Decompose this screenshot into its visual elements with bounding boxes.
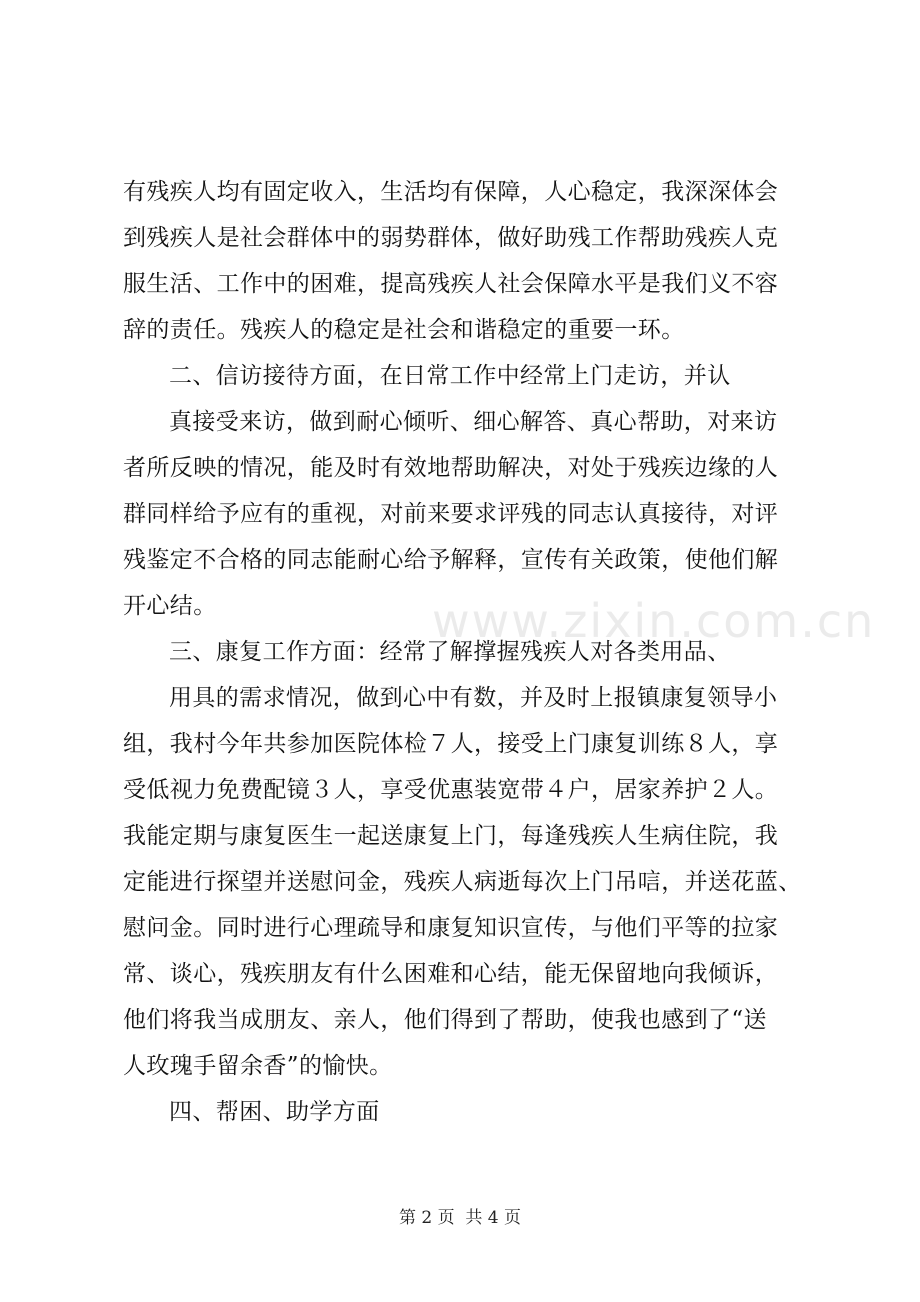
text-line: 服生活、工作中的困难，提高残疾人社会保障水平是我们义不容	[123, 271, 779, 297]
document-body	[123, 169, 803, 1135]
text-line: 受低视力免费配镜３人，享受优惠装宽带４户，居家养护２人。	[123, 777, 779, 803]
text-line: 他们将我当成朋友、亲人，他们得到了帮助，使我也感到了“送	[123, 1007, 767, 1033]
text-line: 辞的责任。残疾人的稳定是社会和谐稳定的重要一环。	[123, 317, 685, 343]
watermark: www.zixin.com.cn	[432, 594, 876, 648]
text-line: 残鉴定不合格的同志能耐心给予解释，宣传有关政策，使他们解	[123, 547, 779, 573]
text-line: 用具的需求情况，做到心中有数，并及时上报镇康复领导小	[169, 685, 778, 711]
text-line: 组，我村今年共参加医院体检７人，接受上门康复训练８人，享	[123, 731, 779, 757]
section-heading-line: 二、信访接待方面，在日常工作中经常上门走访，并认	[169, 363, 731, 389]
text-line: 我能定期与康复医生一起送康复上门，每逢残疾人生病住院，我	[123, 823, 779, 849]
text-line: 群同样给予应有的重视，对前来要求评残的同志认真接待，对评	[123, 501, 779, 527]
text-line: 开心结。	[123, 593, 217, 619]
text-line: 有残疾人均有固定收入，生活均有保障，人心稳定，我深深体会	[123, 179, 779, 205]
section-heading-line: 三、康复工作方面：经常了解撑握残疾人对各类用品、	[169, 639, 731, 665]
section-heading-line: 四、帮困、助学方面	[169, 1099, 380, 1125]
text-line: 慰问金。同时进行心理疏导和康复知识宣传，与他们平等的拉家	[123, 915, 779, 941]
text-line: 者所反映的情况，能及时有效地帮助解决，对处于残疾边缘的人	[123, 455, 779, 481]
text-line: 真接受来访，做到耐心倾听、细心解答、真心帮助，对来访	[169, 409, 778, 435]
page-footer: 第 2 页 共 4 页	[398, 1208, 522, 1228]
text-line: 定能进行探望并送慰问金，残疾人病逝每次上门吊唁，并送花蓝、	[123, 869, 802, 895]
text-line: 常、谈心，残疾朋友有什么困难和心结，能无保留地向我倾诉，	[123, 961, 779, 987]
text-line: 到残疾人是社会群体中的弱势群体，做好助残工作帮助残疾人克	[123, 225, 779, 251]
text-line: 人玫瑰手留余香”的愉快。	[123, 1053, 393, 1079]
